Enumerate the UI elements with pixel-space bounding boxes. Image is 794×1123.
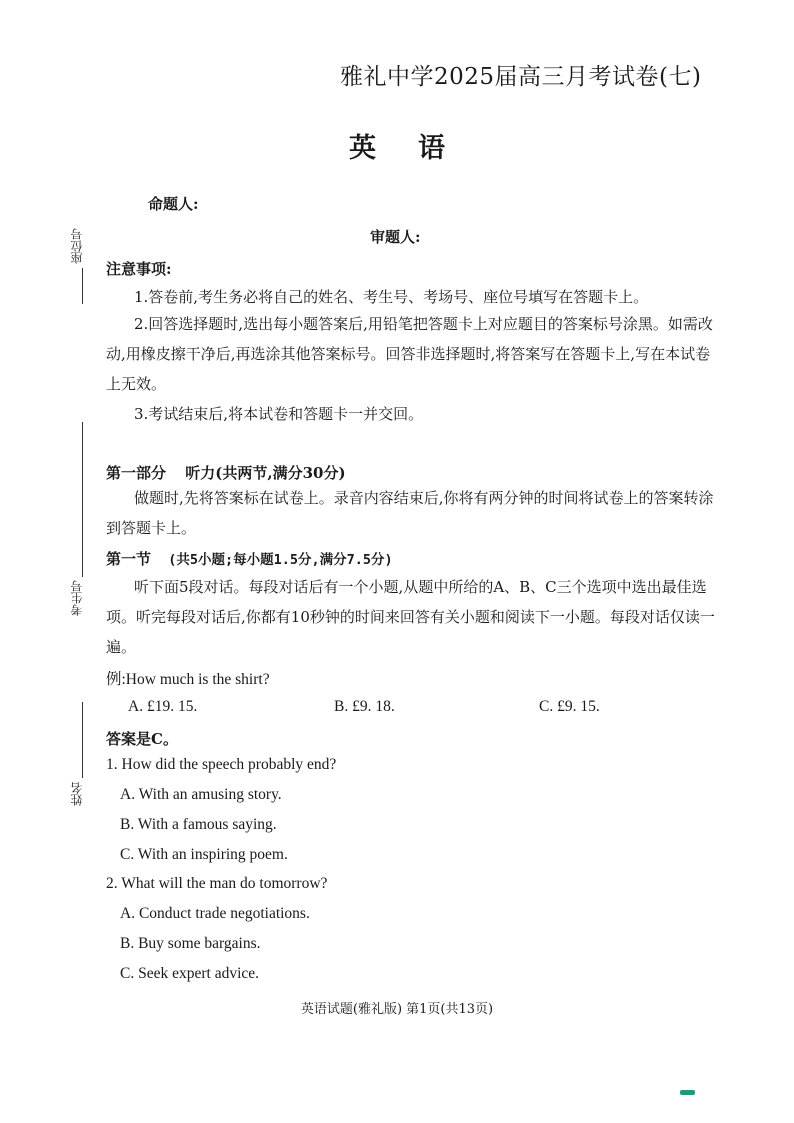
section-one-scoring: (共5小题;每小题1.5分,满分7.5分) [168,552,393,568]
question-2-stem: 2. What will the man do tomorrow? [106,875,328,892]
part-one-label: 第一部分 [106,464,167,482]
question-2-option-c: C. Seek expert advice. [120,965,260,982]
question-1-option-c: C. With an inspiring poem. [120,846,288,863]
notice-item-3: 3.考试结束后,将本试卷和答题卡一并交回。 [134,405,424,423]
example-option-b: B. £9. 18. [334,698,395,715]
section-one-heading [106,548,393,569]
notice-item-1: 1.答卷前,考生务必将自己的姓名、考生号、考场号、座位号填写在答题卡上。 [134,288,649,306]
example-option-c: C. £9. 15. [539,698,600,715]
part-one-intro-line-1: 做题时,先将答案标在试卷上。录音内容结束后,你将有两分钟的时间将试卷上的答案转涂 [134,489,714,507]
side-label-name: 姓名 [70,782,84,806]
part-one-intro [106,483,746,543]
corner-mark [680,1090,695,1095]
page-footer: 英语试题(雅礼版) 第1页(共13页) [300,1002,494,1017]
notice-item-2-line-1: 2.回答选择题时,选出每小题答案后,用铅笔把答题卡上对应题目的答案标号涂黑。如需改 [134,315,713,333]
question-1-option-a: A. With an amusing story. [120,786,282,803]
section-one-label: 第一节 [106,550,152,568]
example-question: 例:How much is the shirt? [106,671,270,688]
seat-number-blank-line [82,268,83,304]
question-2-option-a: A. Conduct trade negotiations. [120,905,310,922]
example-option-a: A. £19. 15. [128,698,198,715]
side-label-seat-number: 座位号 [70,228,84,264]
notice-item-2-line-2: 动,用橡皮擦干净后,再选涂其他答案标号。回答非选择题时,将答案写在答题卡上,写在本试卷 [106,345,711,363]
question-setter-label: 命题人: [148,195,199,213]
question-1-stem: 1. How did the speech probably end? [106,756,337,773]
example-answer: 答案是C。 [106,730,178,748]
exam-number-blank-line [82,422,83,577]
notice-heading: 注意事项: [106,260,172,278]
section-one-intro-line-2: 项。听完每段对话后,你都有10秒钟的时间来回答有关小题和阅读下一小题。每段对话仅读一 [106,608,715,626]
exam-title: 雅礼中学2025届高三月考试卷(七) [340,64,702,90]
section-one-intro-line-3: 遍。 [106,638,137,656]
question-2-option-b: B. Buy some bargains. [120,935,261,952]
part-one-heading [106,462,346,483]
subject-title: 英语 [349,133,487,164]
question-reviewer-label: 审题人: [370,228,421,246]
part-one-intro-line-2: 到答题卡上。 [106,519,197,537]
side-label-exam-number: 考生号 [70,580,84,616]
part-one-title: 听力(共两节,满分30分) [185,464,346,482]
name-blank-line [82,702,83,778]
notice-item-2-line-3: 上无效。 [106,375,167,393]
section-one-intro-line-1: 听下面5段对话。每段对话后有一个小题,从题中所给的A、B、C三个选项中选出最佳选 [134,578,707,596]
notice-item-2 [106,309,746,399]
question-1-option-b: B. With a famous saying. [120,816,277,833]
section-one-intro [106,572,746,662]
